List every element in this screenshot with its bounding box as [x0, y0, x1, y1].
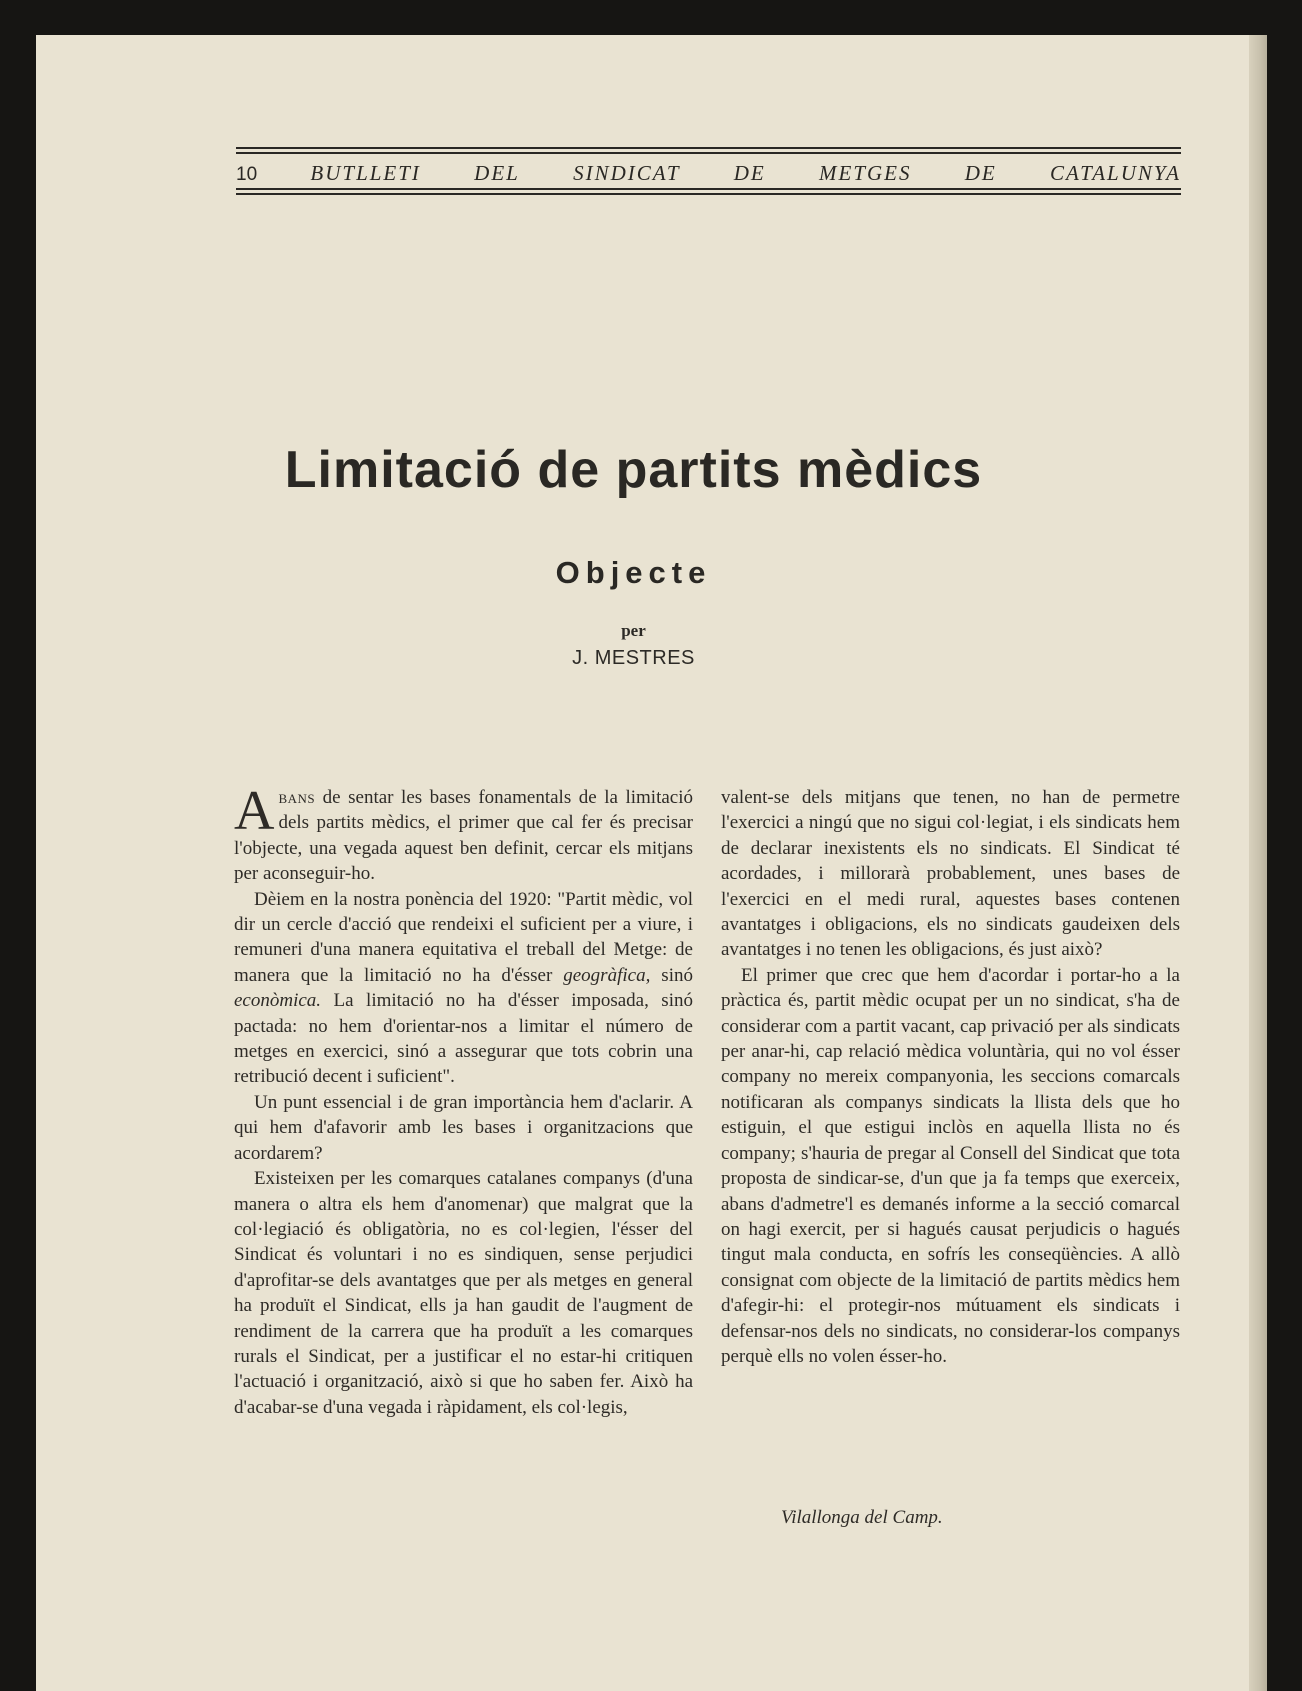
journal-word: METGES: [819, 161, 912, 185]
article-title: Limitació de partits mèdics: [284, 441, 983, 499]
paragraph-text: sinó: [650, 964, 693, 986]
header-bottom-rule: [236, 188, 1181, 197]
journal-word: CATALUNYA: [1050, 161, 1181, 185]
lead-word: bans: [278, 787, 316, 807]
paragraph: [234, 780, 693, 887]
journal-word: BUTLLETI: [310, 161, 421, 185]
paragraph: [234, 887, 693, 1090]
paragraph-continued: valent-se dels mitjans que tenen, no han de permetre l'exercici a ningú que no sigui col·legiat, i els sindicats hem de declarar inexistents els no sindicats. El Sindicat té acordades, i millorarà probablement, unes bases de l'exercici en el medi rural, aquestes bases contenen avantatges i obligacions, els no sindicats gaudeixen dels avantatges i no tenen les obligacions, és just això?: [721, 787, 1180, 961]
byline-per: per: [621, 621, 646, 640]
paragraph: Existeixen per les comarques catalanes companys (d'una manera o altra els hem d'anomenar) que malgrat que la col·legiació és obligatòria, no es col·legien, l'ésser del Sindicat és voluntari i no es sindiquen, sense perjudici d'aprofitar-se dels avantatges que per als metges en general ha produït el Sindicat, ells ja han gaudit de l'augment de rendiment de la carrera que ha produït a les comarques rurals el Sindicat, per a justificar el no estar-hi critiquen l'actuació i organització, això si que ho saben fer. Això ha d'acabar-se d'una vegada i ràpidament, els col·legis,: [234, 1168, 693, 1418]
journal-word: DEL: [474, 161, 520, 185]
article-subtitle: Objecte: [555, 555, 712, 590]
text-column-left: [234, 780, 693, 1420]
byline-author: J. MESTRES: [572, 647, 695, 669]
paragraph-text: de sentar les bases fonamentals de la limitació dels partits mèdics, el primer que cal fer és precisar l'objecte, una vegada aquest ben definit, cercar els mitjans per aconseguir-ho.: [234, 787, 693, 885]
paragraph-text: Dèiem en la nostra ponència del 1920: "Partit mèdic, vol dir un cercle d'acció que rendeixi el suficient per a viure, i remuneri d'una manera equitativa el treball del Metge: de manera que la limitació no ha d'ésser: [234, 888, 693, 986]
journal-word: DE: [733, 161, 766, 185]
emphasis: geogràfica,: [563, 964, 651, 986]
paragraph: El primer que crec que hem d'acordar i portar-ho a la pràctica és, partit mèdic ocupat per un no sindicat, s'ha de considerar com a partit vacant, cap privació per als sindicats per anar-hi, cap relació mèdica voluntària, qui no vol ésser company no mereix companyonia, les seccions comarcals notificaran als companys sindicats la llista dels que ho estiguin, el que estigui inclòs en aquella llista no és company; s'hauria de pregar al Consell del Sindicat que tota proposta de sindicar-se, d'un que ja fa temps que exerceix, abans d'admetre'l es demanés informe a la secció comarcal on hagi exercit, per si hagués causat perjudicis o hagués tingut mala conducta, en sofrís les conseqüències. A allò consignat com objecte de la limitació de partits mèdics hem d'afegir-hi: el protegir-nos mútuament els sindicats i defensar-nos dels no sindicats, no considerar-los companys perquè ells no volen ésser-ho.: [721, 964, 1180, 1367]
emphasis: econòmica.: [234, 990, 322, 1012]
paragraph-text: La limitació no ha d'ésser imposada, sinó pactada: no hem d'orientar-nos a limitar el número de metges en exercici, sinó a assegurar que tots cobrin una retribució decent i suficient".: [234, 990, 693, 1088]
header-top-rule: [236, 147, 1181, 156]
paragraph: Un punt essencial i de gran importància hem d'aclarir. A qui hem d'afavorir amb les bases i organitzacions que acordarem?: [234, 1091, 693, 1164]
signoff-location: Vilallonga del Camp.: [781, 1507, 943, 1528]
drop-cap: A: [234, 780, 275, 842]
journal-word: DE: [964, 161, 997, 185]
page-fold: [1249, 35, 1267, 1691]
running-header: [236, 147, 1181, 197]
header-text: [236, 156, 1181, 188]
journal-word: SINDICAT: [573, 161, 681, 185]
document-page: [36, 35, 1267, 1691]
page-number: 10: [236, 164, 258, 185]
text-column-right: [721, 785, 1180, 1369]
